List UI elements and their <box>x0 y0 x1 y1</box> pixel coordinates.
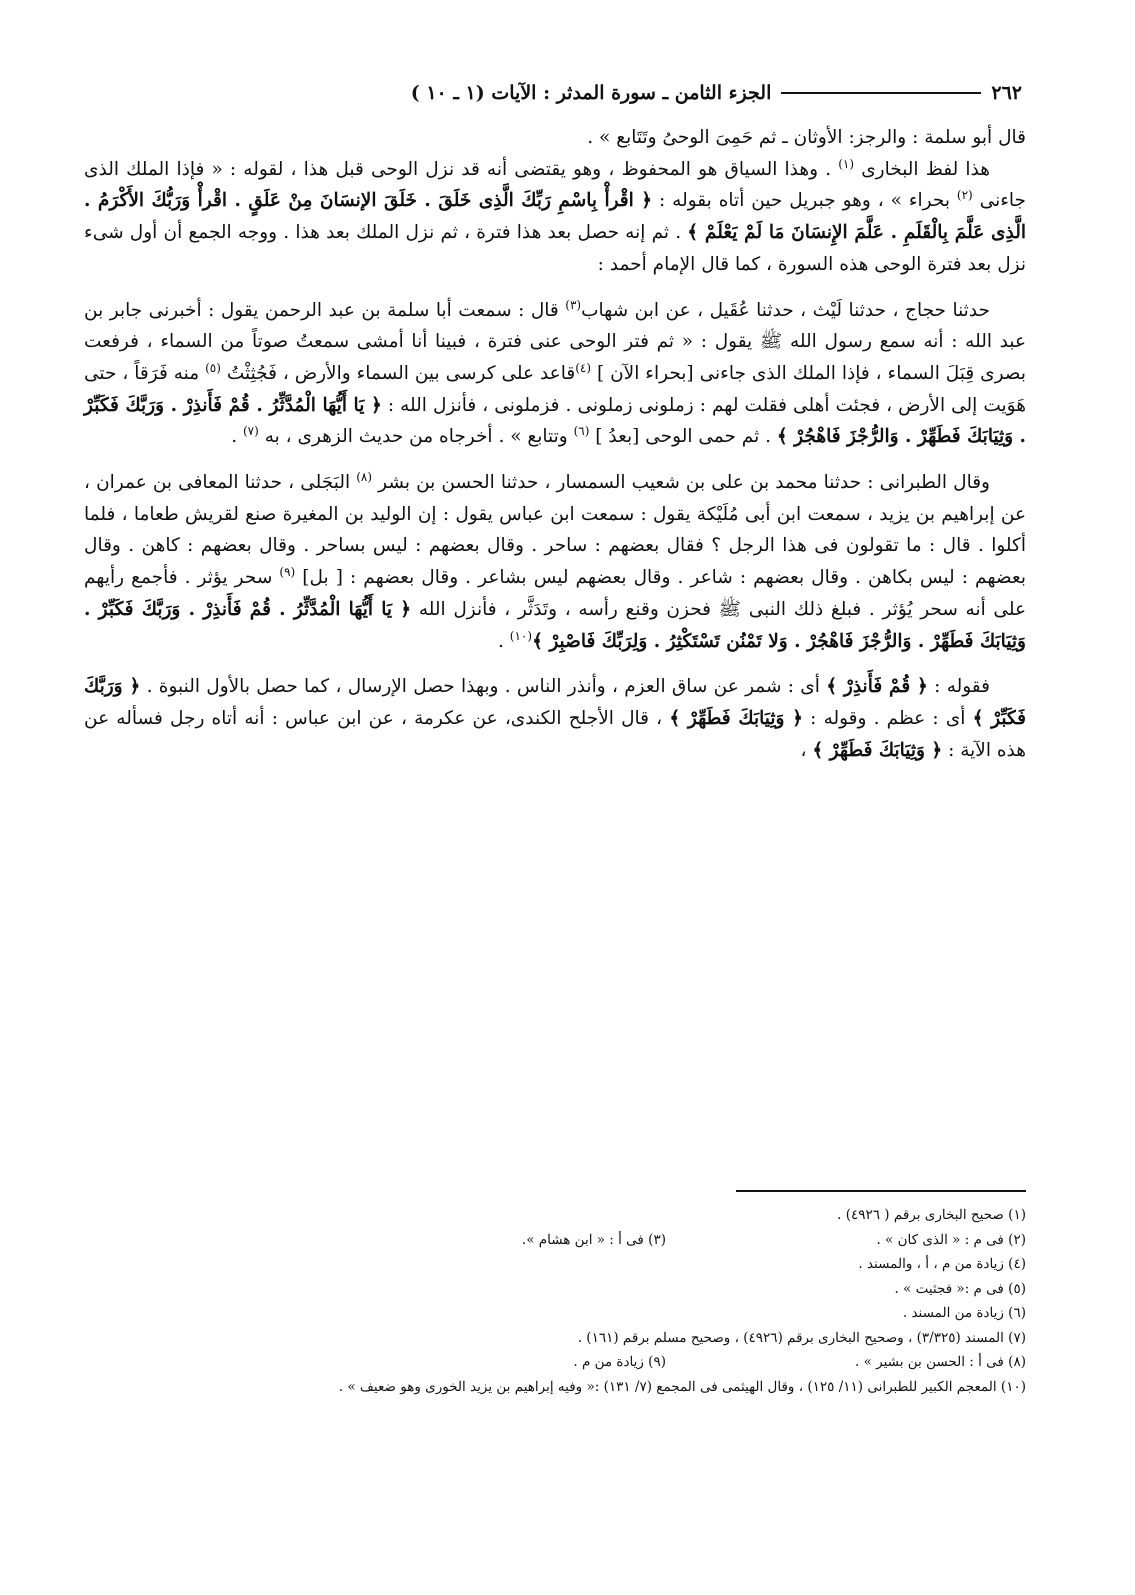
footnote-rule <box>736 1190 1026 1192</box>
footnote: (٤) زيادة من م ، أ ، والمسند . <box>858 1256 1026 1272</box>
running-title: الجزء الثامن ـ سورة المدثر : الآيات (١ ـ ١٠ ) <box>410 82 772 104</box>
text-run: قال : سمعت أبا سلمة بن عبد الرحمن يقول : أخبرنى جابر بن عبد الله : أنه سمع رسول الله ﷺ يقول : « ثم فتر الوحى عنى فترة ، فبينا أنا أمشى سمعتُ صوتاً من السماء ، فرفعت بصرى قِبَلَ السماء ، فإذا الملك الذى جاءنى [بحراء الآن ] <box>84 299 1026 384</box>
footnote: (٣) فى أ : « ابن هشام ». <box>521 1231 666 1248</box>
page-header <box>82 78 1022 108</box>
footnote-ref: (٢) <box>956 188 973 203</box>
footnote-ref: (٨) <box>356 469 373 484</box>
quran-verse: ﴿ يَا أَيُّهَا الْمُدَّثِّرُ . قُمْ فَأَنذِرْ . وَرَبَّكَ فَكَبِّرْ . وَثِيَابَكَ فَطَهِّرْ . وَالرُّجْزَ فَاهْجُرْ ﴾ <box>84 394 1026 448</box>
quran-verse: ﴿ وَثِيَابَكَ فَطَهِّرْ ﴾ <box>669 707 803 729</box>
paragraph <box>84 671 1026 766</box>
text-run: . <box>498 630 510 652</box>
footnote: (٧) المسند (٣/٣٢٥) ، وصحيح البخارى برقم (٤٩٢٦) ، وصحيح مسلم برقم (١٦١) . <box>577 1329 1026 1346</box>
footnote-row <box>170 1375 1026 1400</box>
text-run: . وهذا السياق هو المحفوظ ، وهو يقتضى أنه قد نزل الوحى قبل هذا ، لقوله : « فإذا الملك الذى جاءنى <box>84 158 1026 212</box>
quran-verse: ﴿ وَرَبَّكَ فَكَبِّرْ ﴾ <box>84 676 1026 729</box>
footnote-row <box>170 1350 1026 1375</box>
text-run: منه فَرَقاً ، حتى هَوَيت إلى الأرض ، فجئت أهلى فقلت لهم : زملونى زملونى . فزملونى ، فأنزل الله : <box>84 362 1026 416</box>
header-rule <box>781 92 981 94</box>
text-run: ، قال الأجلح الكندى، عن عكرمة ، عن ابن عباس : أنه أتاه رجل فسأله عن هذه الآية : <box>84 707 1026 761</box>
footnote-ref: (١٠) <box>509 628 533 643</box>
text-run: وتتابع » . أخرجاه من حديث الزهرى ، به <box>258 426 574 448</box>
footnote: (٩) زيادة من م . <box>573 1354 666 1370</box>
footnote-row <box>170 1277 1026 1302</box>
paragraph <box>84 122 1026 154</box>
quran-verse: ﴿ قُمْ فَأَنذِرْ ﴾ <box>826 676 928 698</box>
text-run: قال أبو سلمة : والرجز: الأوثان ـ ثم حَمِىَ الوحىُ وتَتَابع » . <box>587 127 1026 148</box>
footnote-ref: (٦) <box>573 424 590 439</box>
text-run: سحر يؤثر . فأجمع رأيهم على أنه سحر يُؤثر . فبلغ ذلك النبى ﷺ فحزن وقنع رأسه ، وتَدَثَّر ، فأنزل الله <box>84 567 1026 620</box>
footnote-ref: (٥) <box>205 360 221 375</box>
footnote-ref: (٤) <box>575 360 592 375</box>
paragraph <box>84 295 1026 454</box>
footnote: (٦) زيادة من المسند . <box>902 1305 1026 1321</box>
footnotes <box>170 1203 1026 1399</box>
footnote-row <box>170 1228 1026 1253</box>
text-run: البَجَلى ، حدثنا المعافى بن عمران ، عن إبراهيم بن يزيد ، سمعت ابن أبى مُلَيْكة يقول : سمعت ابن عباس يقول : إن الوليد بن المغيرة صنع لقريش طعاما ، فلما أكلوا . قال : ما تقولون فى هذا الرجل ؟ فقال بعضهم : ساحر . وقال بعضهم : ليس بساحر . وقال بعضهم : كاهن . وقال بعضهم : ليس بكاهن . وقال بعضهم : شاعر . وقال بعضهم ليس بشاعر . وقال بعضهم : [ بل] <box>84 472 1026 589</box>
paragraph <box>84 467 1026 657</box>
text-run: أى : شمر عن ساق العزم ، وأنذر الناس . وبهذا حصل الإرسال ، كما حصل بالأول النبوة . <box>140 676 827 698</box>
quran-verse: ﴿ يَا أَيُّهَا الْمُدَّثِّرُ . قُمْ فَأَنذِرْ . وَرَبَّكَ فَكَبِّرْ . وَثِيَابَكَ فَطَهِّرْ . وَالرُّجْزَ فَاهْجُرْ . وَلا تَمْنُن تَسْتَكْثِرُ . وَلِرَبِّكَ فَاصْبِرْ ﴾ <box>84 598 1026 652</box>
footnote-ref: (١) <box>838 156 855 171</box>
text-run: فقوله : <box>927 676 991 698</box>
body-text <box>84 122 1026 766</box>
footnote-ref: (٩) <box>279 564 296 579</box>
quran-verse: ﴿ وَثِيَابَكَ فَطَهِّرْ ﴾ <box>812 739 943 761</box>
text-run: أى : عظم . وقوله : <box>803 707 973 729</box>
footnote-ref: (٣) <box>565 297 582 312</box>
text-run: وقال الطبرانى : حدثنا محمد بن على بن شعيب السمسار ، حدثنا الحسن بن بشر <box>372 472 990 494</box>
footnote-ref: (٧) <box>242 424 259 439</box>
footnote-row <box>170 1326 1026 1351</box>
footnote: (٨) فى أ : الحسن بن بشير » . <box>855 1354 1026 1370</box>
text-run: . ثم إنه حصل بعد هذا فترة ، ثم نزل الملك بعد هذا . ووجه الجمع أن أول شىء نزل بعد فترة الوحى هذه السورة ، كما قال الإمام أحمد : <box>84 222 1026 275</box>
text-run: . ثم حمى الوحى [بعدُ ] <box>589 426 777 448</box>
quran-verse: ﴿ اقْرأْ بِاسْمِ رَبِّكَ الَّذِى خَلَقَ . خَلَقَ الإنسَانَ مِنْ عَلَقٍ . اقْرأْ وَرَبُّكَ الأَكْرَمُ . الَّذِى عَلَّمَ بِالْقَلَمِ . عَلَّمَ الإِنسَانَ مَا لَمْ يَعْلَمْ ﴾ <box>84 190 1026 244</box>
footnote: (٢) فى م : « الذى كان » . <box>876 1231 1026 1248</box>
text-run: ، <box>800 739 813 761</box>
footnote: (١٠) المعجم الكبير للطبرانى (١١/ ١٢٥) ، وقال الهيثمى فى المجمع (٧/ ١٣١) :« وفيه إبراهيم بن يزيد الخورى وهو ضعيف » . <box>338 1378 1026 1395</box>
footnote-row <box>170 1252 1026 1277</box>
footnote-row <box>170 1301 1026 1326</box>
text-run: . <box>231 426 243 448</box>
text-run: بحراء » ، وهو جبريل حين أتاه بقوله : <box>652 190 957 212</box>
footnote: (٥) فى م :« فجثيت » . <box>894 1280 1026 1297</box>
text-run: حدثنا حجاج ، حدثنا لَيْث ، حدثنا عُقَيل ، عن ابن شهاب <box>581 299 990 321</box>
text-run: قاعد على كرسى بين السماء والأرض ، فَجُثِثْتُ <box>220 362 576 384</box>
footnote-row <box>170 1203 1026 1228</box>
page-number: ٢٦٢ <box>991 82 1022 104</box>
text-run: هذا لفظ البخارى <box>854 158 991 180</box>
footnote: (١) صحيح البخارى برقم ( ٤٩٢٦) . <box>837 1207 1026 1223</box>
paragraph <box>84 154 1026 281</box>
